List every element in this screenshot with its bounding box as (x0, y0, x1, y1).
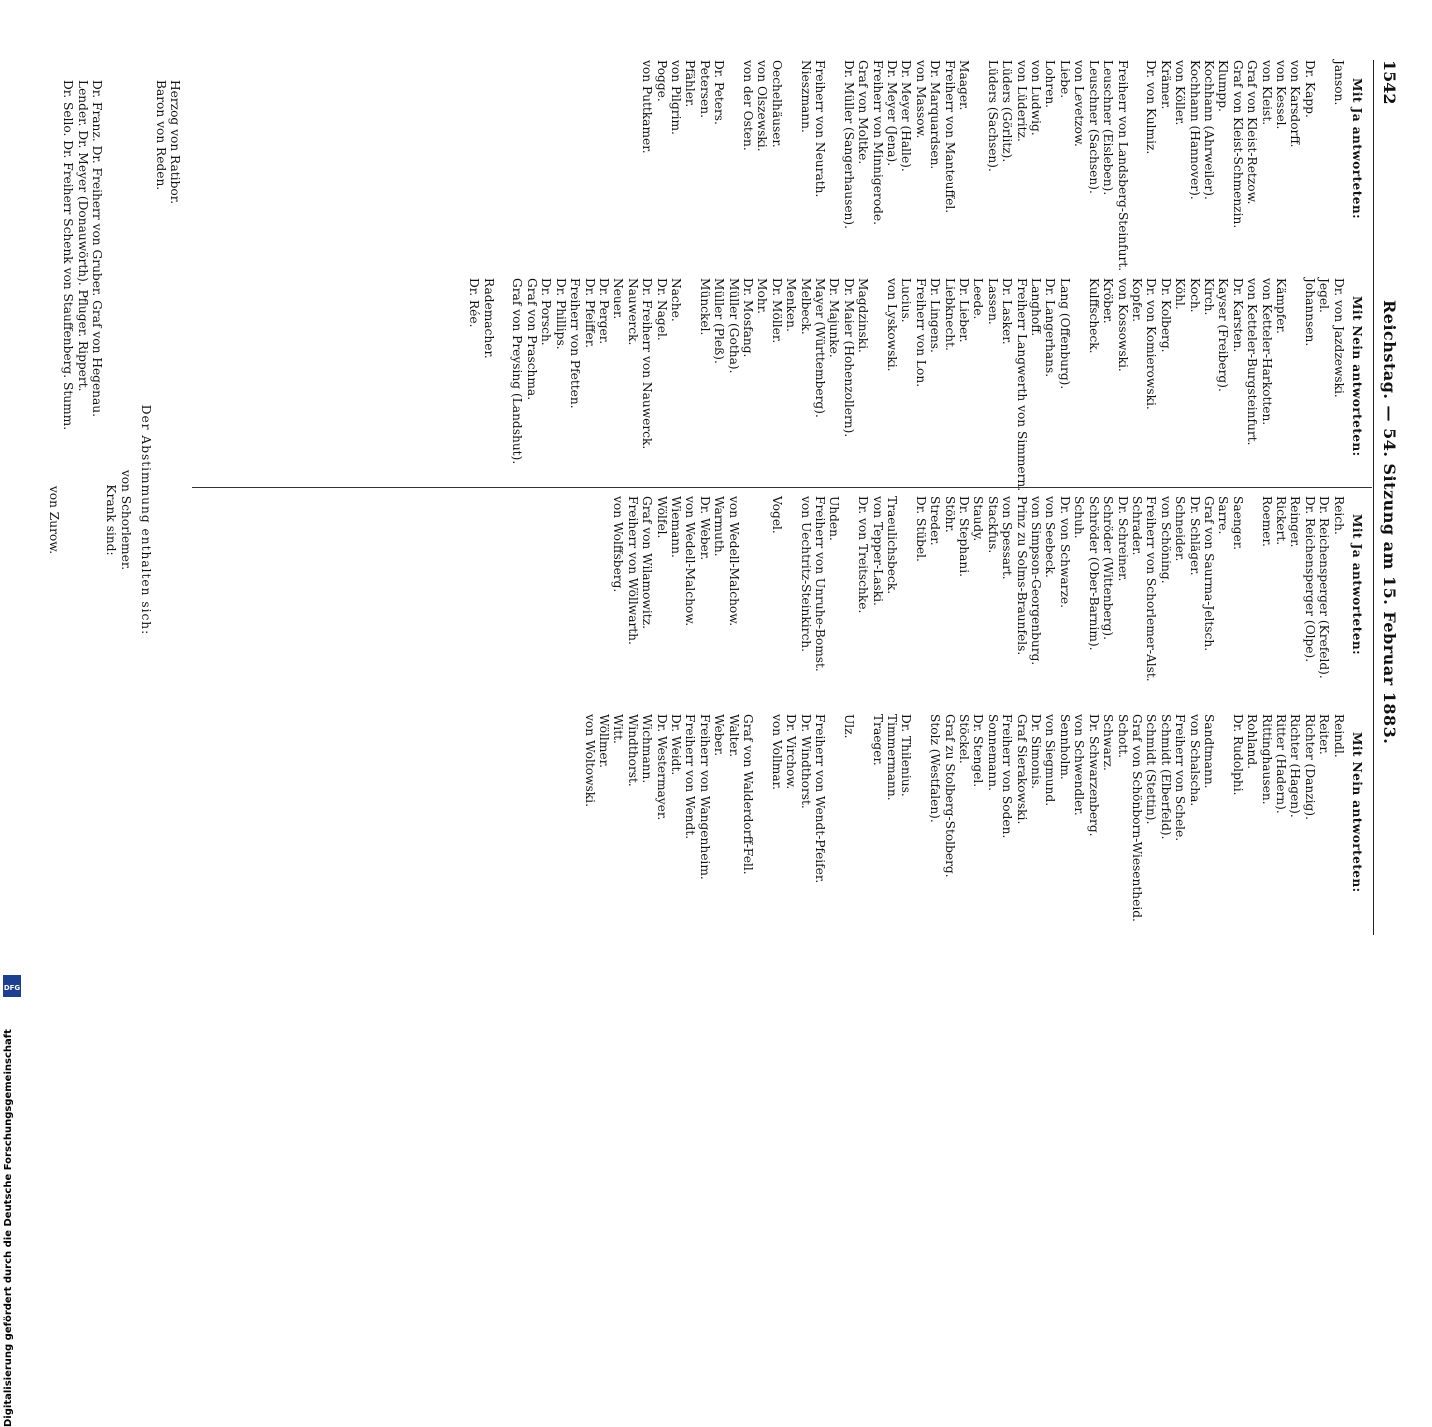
member-name: Traeulichsbeck. (885, 496, 900, 595)
member-name: Wiemann. (669, 496, 683, 558)
member-name: von Levetzow. (1072, 60, 1087, 147)
sick-line: von Zurow. (46, 485, 61, 555)
member-name: von der Osten. (741, 60, 756, 151)
member-name: von Wedell-Malchow. (726, 496, 741, 627)
member-name: Streder. (928, 496, 943, 546)
member-name: von Pilgrim. (669, 60, 683, 135)
column-heading: Mit Ja antworteten: (1350, 78, 1364, 220)
abstention-heading: Der Abstimmung enthalten sich: (139, 404, 154, 636)
member-name: Freiherr von Pfetten. (568, 278, 583, 409)
member-name: Graf Sierakowski. (1014, 714, 1029, 825)
vote-column-no-left (467, 278, 1364, 492)
list-gap (1216, 714, 1230, 914)
list-gap (827, 60, 841, 260)
header-rule (1373, 60, 1374, 935)
member-name: Traeger. (870, 714, 885, 766)
member-name: Rittinghausen. (1259, 714, 1274, 805)
list-gap (1130, 60, 1144, 260)
member-name: Dr. Möller. (769, 278, 784, 344)
member-name: Johannsen. (1302, 278, 1317, 347)
left-extra-name: Herzog von Ratibor. (168, 80, 182, 205)
member-name: Sennholm. (1057, 714, 1072, 780)
member-name: Schmidt (Stettin). (1144, 714, 1159, 825)
list-gap (899, 496, 913, 696)
list-gap (870, 278, 884, 478)
member-name: Kirch. (1201, 278, 1216, 316)
member-name: Graf von Preysing (Landshut). (510, 278, 525, 465)
list-gap (755, 496, 769, 696)
member-name: Freiherr von Minnigerode. (870, 60, 885, 225)
member-name: Wöllmer. (596, 714, 611, 768)
member-name: Staudy. (971, 496, 986, 542)
member-name: Liebe. (1057, 60, 1072, 99)
list-gap (1245, 496, 1259, 696)
member-name: Leede. (971, 278, 986, 320)
abstention-name: von Schorlemer. (118, 469, 133, 571)
member-name: von Woltowski. (582, 714, 597, 807)
member-name: Lüders (Görlitz). (1000, 60, 1015, 163)
member-name: Uhden. (827, 496, 842, 541)
member-name: Dr. Stübel. (913, 496, 928, 562)
member-name: Sarre. (1216, 496, 1231, 535)
member-name: Dr. Schläger. (1187, 496, 1202, 576)
member-name: Krämer. (1158, 60, 1173, 110)
member-name: Lüders (Sachsen). (985, 60, 1000, 172)
member-name: Roemer. (1259, 496, 1274, 547)
member-name: Ritter (Hadern). (1273, 714, 1288, 814)
member-name: Nauwerck. (625, 278, 640, 346)
member-name: Dr. Schwarzenberg. (1086, 714, 1101, 837)
member-name: Dr. Thilenius. (899, 714, 914, 797)
member-name: Mayer (Württemberg). (813, 278, 828, 418)
member-name: von Kossowski. (1115, 278, 1130, 372)
member-name: Schröder (Wittenberg). (1101, 496, 1116, 640)
member-name: Graf von Saurma-Jeltsch. (1201, 496, 1216, 652)
list-gap (784, 60, 798, 260)
member-name: Jegel. (1317, 278, 1332, 313)
member-name: von Spessart. (1000, 496, 1015, 580)
member-name: Warmuth. (712, 496, 727, 557)
sick-line: Lender. Dr. Meyer (Donauwörth). Pfluger. Rippert. (75, 80, 90, 392)
member-name: Dr. Weidt. (668, 714, 683, 776)
column-divider (192, 487, 1372, 488)
member-name: Sonnemann. (985, 714, 1000, 791)
member-name: Koch. (1187, 278, 1202, 313)
left-extra-name: Baron von Reden. (153, 80, 168, 191)
member-name: Kämpfer. (1273, 278, 1288, 334)
credit-text: Digitalisierung gefördert durch die Deutsche Forschungsgemeinschaft (3, 1029, 14, 1427)
page-header (1371, 60, 1401, 935)
list-gap (755, 714, 769, 914)
vote-column-yes-left (640, 60, 1364, 272)
column-heading: Mit Nein antworteten: (1350, 732, 1364, 893)
member-name: Dr. Rudolphi. (1230, 714, 1245, 796)
member-name: von Wedell-Malchow. (683, 496, 698, 627)
page-footer (46, 80, 182, 960)
member-name: Freiherr von Wangenheim. (697, 714, 712, 880)
member-name: Windthorst. (625, 714, 640, 787)
member-name: Graf von Kleist-Retzow. (1245, 60, 1260, 205)
list-gap (827, 714, 841, 914)
member-name: Stackfus. (985, 496, 1000, 554)
member-name: von Schöning. (1158, 496, 1173, 584)
member-name: Liebknecht. (942, 278, 957, 351)
member-name: Freiherr von Lon. (913, 278, 928, 388)
member-name: Dr. Simonis. (1029, 714, 1044, 790)
member-name: Dr. von Komierowski. (1144, 278, 1159, 410)
member-name: Dr. Lieber. (957, 278, 972, 343)
member-name: Müller (Pleß). (712, 278, 727, 364)
page-number: 1542 (1380, 60, 1399, 105)
member-name: Rademacher. (481, 278, 496, 359)
member-name: Reinger. (1288, 496, 1303, 548)
list-gap (683, 278, 697, 478)
member-name: Dr. Meyer (Jena). (885, 60, 900, 167)
member-name: Schrader. (1129, 496, 1144, 556)
member-name: Vogel. (769, 496, 784, 534)
member-name: Graf von Moltke. (856, 60, 871, 165)
member-name: Freiherr von Schorlemer-Alst. (1144, 496, 1159, 682)
member-name: Dr. Langerhans. (1043, 278, 1058, 378)
member-name: von Seebeck. (1043, 496, 1058, 578)
member-name: Dr. von Kulmiz. (1144, 60, 1159, 155)
member-name: Dr. Weber. (697, 496, 712, 561)
member-name: Richter (Hagen). (1288, 714, 1303, 818)
member-name: Dr. Lingens. (928, 278, 943, 353)
member-name: Dr. Lasker. (1000, 278, 1015, 345)
member-name: Dr. Pfeiffer. (582, 278, 597, 349)
member-name: Richter (Danzig). (1302, 714, 1317, 820)
member-name: Kröber. (1101, 278, 1116, 324)
member-name: von Olszewski. (755, 60, 770, 152)
member-name: Neuer. (611, 278, 626, 320)
member-name: Dr. Meyer (Halle). (899, 60, 914, 172)
member-name: Freiherr von Neurath. (813, 60, 828, 198)
member-name: Schröder (Ober-Barnim). (1086, 496, 1101, 651)
member-name: Müller (Gotha). (726, 278, 741, 374)
member-name: Rickert. (1273, 496, 1288, 546)
member-name: Graf von Praschma. (524, 278, 539, 401)
member-name: Lang (Offenburg). (1057, 278, 1072, 390)
sick-heading: Krank sind: (104, 484, 119, 556)
member-name: Leuschner (Sachsen). (1086, 60, 1101, 194)
member-name: Dr. Reichensperger (Olpe). (1302, 496, 1317, 663)
member-name: Saenger. (1230, 496, 1245, 551)
member-name: von Lyskowski. (885, 278, 900, 372)
member-name: Kopfer. (1129, 278, 1144, 322)
logo-text: DFG (3, 984, 21, 992)
member-name: Dr. Porsch. (539, 278, 554, 346)
member-name: Freiherr Langwerth von Simmern. (1014, 278, 1029, 492)
member-name: Schuh. (1072, 496, 1087, 539)
member-name: Dr. von Jazdzewski. (1331, 278, 1346, 398)
member-name: Dr. Mosfang. (740, 278, 755, 358)
member-name: Lohren. (1043, 60, 1058, 109)
member-name: Dr. Stengel. (971, 714, 986, 788)
member-name: Lassen. (985, 278, 1000, 325)
member-name: Pogge. (654, 60, 669, 102)
sick-line: Dr. Sello. Dr. Freiherr Schenk von Stauffenberg. Stumm. (61, 80, 76, 431)
dfg-logo (3, 975, 21, 997)
member-name: Freiherr von Wendt-Pfeifer. (813, 714, 828, 884)
member-name: Freiherr von Wöllwarth. (625, 496, 640, 645)
sick-line: Dr. Franz. Dr. Freiherr von Gruber. Graf von Hegenau. (89, 80, 104, 418)
member-name: Dr. Phillips. (553, 278, 568, 350)
list-gap (1288, 278, 1302, 478)
member-name: Schmidt (Elberfeld). (1158, 714, 1173, 840)
member-name: von Köller. (1173, 60, 1188, 126)
member-name: von Ketteler-Burgsteinfurt. (1245, 278, 1260, 446)
member-name: von Kleist. (1259, 60, 1274, 126)
member-name: Janson. (1331, 60, 1346, 106)
list-gap (971, 60, 985, 260)
member-name: von Lüderitz. (1014, 60, 1029, 142)
member-name: von Vollmar. (769, 714, 784, 790)
member-name: von Schwendler. (1072, 714, 1087, 816)
member-name: von Tepper-Laski. (870, 496, 885, 606)
member-name: Ulz. (841, 714, 856, 739)
member-name: Freiherr von Soden. (1000, 714, 1015, 839)
member-name: Weber. (712, 714, 727, 757)
member-name: Nache. (668, 278, 683, 322)
member-name: Prinz zu Solms-Braunfels. (1014, 496, 1029, 656)
member-name: Dr. Marquardsen. (928, 60, 943, 170)
member-name: Pfähler. (683, 60, 698, 108)
vote-column-no-right (582, 714, 1364, 922)
member-name: Dr. von Treitschke. (856, 496, 871, 614)
member-name: Freiherr von Wendt. (683, 714, 698, 840)
member-name: Klumpp. (1216, 60, 1231, 112)
page-title: Reichstag. — 54. Sitzung am 15. Februar 1883. (1380, 300, 1399, 745)
member-name: Freiherr von Manteuffel. (942, 60, 957, 214)
member-name: Dr. von Schwarze. (1057, 496, 1072, 609)
member-name: Dr. Schreiner. (1115, 496, 1130, 582)
list-gap (841, 496, 855, 696)
member-name: Timmermann. (885, 714, 900, 801)
member-name: Dr. Windthorst. (798, 714, 813, 809)
digitization-credit (3, 1007, 25, 1427)
member-name: Wölfel. (654, 496, 669, 539)
member-name: Rohland. (1245, 714, 1260, 770)
member-name: Kochhann (Hannover). (1187, 60, 1202, 200)
member-name: von Ludwig. (1029, 60, 1044, 136)
member-name: Freiherr von Landsberg-Steinfurt. (1115, 60, 1130, 272)
member-name: Dr. Maier (Hohenzollern). (841, 278, 856, 438)
member-name: Graf von Kleist-Schmenzin. (1230, 60, 1245, 229)
member-name: Melbeck. (798, 278, 813, 335)
member-name: Dr. Müller (Sangerhausen). (841, 60, 856, 230)
member-name: Schwarz. (1101, 714, 1116, 771)
member-name: Sandtmann. (1201, 714, 1216, 789)
member-name: Wichmann. (640, 714, 655, 784)
member-name: Stöckel. (957, 714, 972, 764)
member-name: von Karsdorff. (1288, 60, 1303, 148)
member-name: Mohr. (755, 278, 770, 315)
member-name: Walter. (726, 714, 741, 758)
member-name: von Massow. (913, 60, 928, 139)
member-name: Dr. Kolberg. (1158, 278, 1173, 353)
member-name: Petersen. (697, 60, 712, 118)
member-name: von Siegmund. (1043, 714, 1058, 807)
member-name: Langhoff. (1029, 278, 1044, 337)
member-name: Menken. (784, 278, 799, 332)
vote-column-yes-right (611, 496, 1364, 696)
member-name: von Uechtritz-Steinkirch. (798, 496, 813, 653)
member-name: Dr. Rée. (467, 278, 482, 328)
member-name: Freiherr von Schele. (1173, 714, 1188, 842)
member-name: Dr. Karsten. (1230, 278, 1245, 353)
member-name: Leuschner (Eisleben). (1101, 60, 1116, 196)
member-name: Reich. (1331, 496, 1346, 535)
member-name: von Ketteler-Harkotten. (1259, 278, 1274, 426)
list-gap (496, 278, 510, 478)
member-name: Graf zu Stolberg-Stolberg. (942, 714, 957, 878)
member-name: Dr. Freiherr von Nauwerck. (640, 278, 655, 450)
member-name: Freiherr von Unruhe-Bomst. (813, 496, 828, 672)
member-name: Witt. (611, 714, 626, 744)
member-name: Schott. (1115, 714, 1130, 759)
member-name: Stöhr. (942, 496, 957, 533)
member-name: von Schalscha. (1187, 714, 1202, 807)
member-name: Dr. Westermayer. (654, 714, 669, 821)
member-name: Dr. Peters. (712, 60, 727, 125)
member-name: Dr. Perger. (596, 278, 611, 345)
member-name: Dr. Virchow. (784, 714, 799, 790)
list-gap (784, 496, 798, 696)
member-name: Dr. Stephani. (957, 496, 972, 578)
list-gap (741, 496, 755, 696)
member-name: Kayser (Freiberg). (1216, 278, 1231, 392)
member-name: Graf von Schönborn-Wiesentheid. (1129, 714, 1144, 922)
member-name: Magdzinski. (856, 278, 871, 353)
member-name: Kochhann (Ahrweiler). (1201, 60, 1216, 200)
list-gap (913, 714, 927, 914)
member-name: Dr. Nagel. (654, 278, 669, 341)
column-heading: Mit Ja antworteten: (1350, 514, 1364, 656)
member-name: von Wolffsberg. (611, 496, 626, 593)
member-name: Stolz (Westfalen). (928, 714, 943, 823)
member-name: Graf von Walderdorff-Fell. (741, 714, 756, 875)
member-name: Köhl. (1173, 278, 1188, 310)
list-gap (726, 60, 740, 260)
member-name: von Simpson-Georgenburg. (1029, 496, 1044, 666)
member-name: Maager. (957, 60, 972, 111)
member-name: Graf von Wilamowitz. (640, 496, 655, 629)
member-name: Reiter. (1317, 714, 1332, 755)
member-name: von Puttkamer. (640, 60, 655, 154)
member-name: Dr. Kapp. (1302, 60, 1317, 118)
member-name: von Kessel. (1273, 60, 1288, 130)
member-name: Münckel. (697, 278, 712, 336)
list-gap (1317, 60, 1331, 260)
member-name: Dr. Reichensperger (Krefeld). (1317, 496, 1332, 679)
member-name: Kulffscheck. (1086, 278, 1101, 354)
member-name: Nieszmann. (798, 60, 813, 133)
column-heading: Mit Nein antworteten: (1350, 296, 1364, 457)
member-name: Dr. Majunke. (827, 278, 842, 358)
list-gap (1072, 278, 1086, 478)
member-name: Oechelhäuser. (769, 60, 784, 148)
member-name: Schneider. (1173, 496, 1188, 562)
member-name: Lucius. (899, 278, 914, 323)
list-gap (856, 714, 870, 914)
member-name: Reindl. (1331, 714, 1346, 758)
